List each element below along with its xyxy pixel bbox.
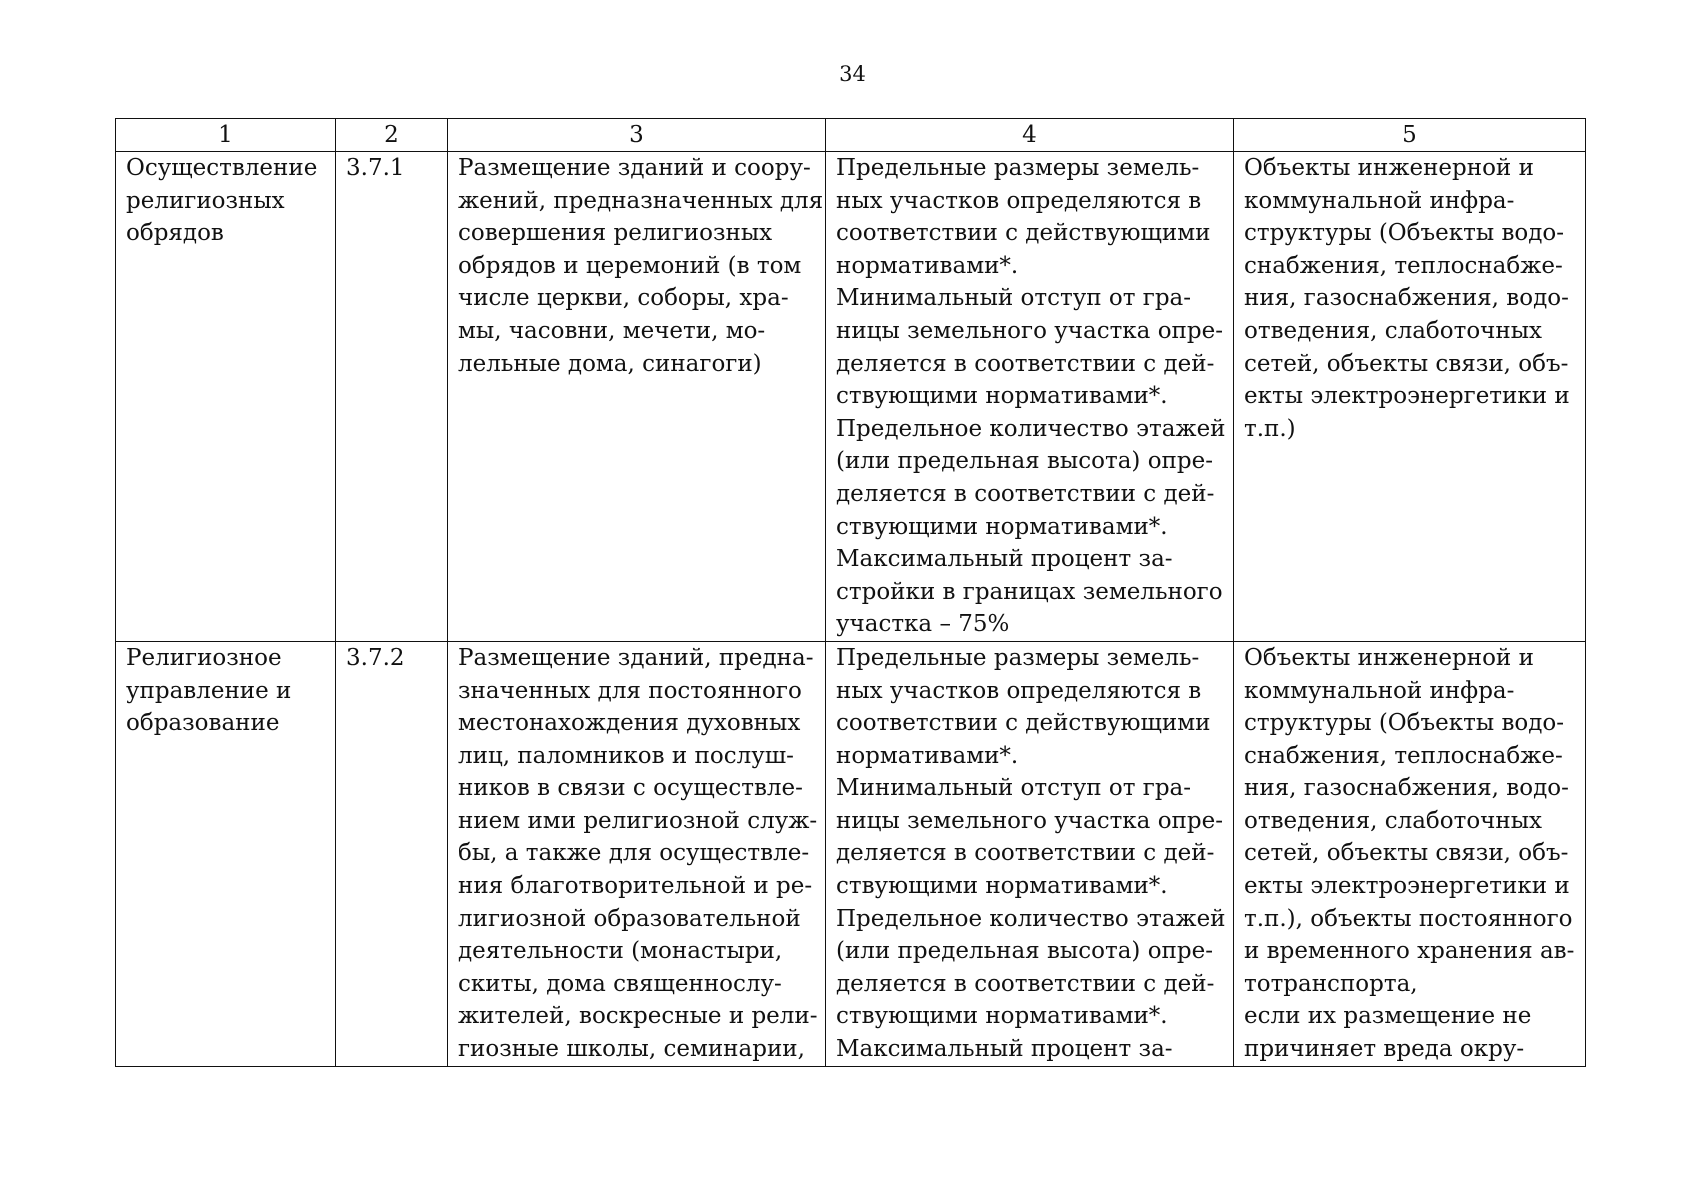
cell-line: Минимальный отступ от гра- [836,285,1192,312]
cell-line: сетей, объекты связи, объ- [1244,840,1569,867]
cell-line: соответствии с действующими [836,220,1211,247]
column-header-2: 2 [336,119,448,152]
cell-line: ствующими нормативами*. [836,383,1168,410]
cell-line: 3.7.2 [346,644,405,671]
cell-line: нием ими религиозной служ- [458,807,818,834]
cell-line: причиняет вреда окру- [1244,1036,1525,1063]
cell-line: Максимальный процент за- [836,546,1173,573]
cell-line: значенных для постоянного [458,677,802,704]
column-header-5: 5 [1234,119,1586,152]
cell-line: отведения, слаботочных [1244,317,1542,344]
cell-line: тотранспорта, [1244,970,1418,997]
cell-line: религиозных [126,187,285,214]
cell-line: нормативами*. [836,742,1019,769]
table-row [116,152,1586,642]
cell-line: обрядов и церемоний (в том [458,252,802,279]
cell-line: и временного хранения ав- [1244,938,1575,965]
cell-line: т.п.), объекты постоянного [1244,905,1573,932]
cell-line: ницы земельного участка опре- [836,807,1223,834]
cell-line: совершения религиозных [458,220,773,247]
cell-line: гиозные школы, семинарии, [458,1036,805,1063]
cell-line: лельные дома, синагоги) [458,350,762,377]
land-use-code-cell [336,152,448,642]
parameters-cell [826,152,1234,642]
cell-line: лигиозной образовательной [458,905,801,932]
cell-line: деятельности (монастыри, [458,938,783,965]
cell-line: екты электроэнергетики и [1244,873,1570,900]
cell-line: лиц, паломников и послуш- [458,742,794,769]
cell-line: стройки в границах земельного [836,578,1223,605]
cell-line: числе церкви, соборы, хра- [458,285,789,312]
cell-line: коммунальной инфра- [1244,187,1515,214]
column-header-1: 1 [116,119,336,152]
page-number: 34 [839,62,866,86]
cell-line: т.п.) [1244,415,1296,442]
cell-line: Предельное количество этажей [836,905,1226,932]
cell-line: местонахождения духовных [458,710,801,737]
cell-line: ницы земельного участка опре- [836,317,1223,344]
cell-line: ния, газоснабжения, водо- [1244,775,1569,802]
land-use-table [115,118,1586,1067]
cell-line: (или предельная высота) опре- [836,938,1213,965]
cell-line: Осуществление [126,155,318,181]
cell-line: Предельные размеры земель- [836,155,1200,181]
cell-line: снабжения, теплоснабже- [1244,742,1563,769]
table-row [116,641,1586,1066]
cell-line: коммунальной инфра- [1244,677,1515,704]
cell-line: Предельное количество этажей [836,415,1226,442]
auxiliary-uses-cell [1234,641,1586,1066]
cell-line: жителей, воскресные и рели- [458,1003,818,1030]
cell-line: Религиозное [126,644,282,671]
description-cell [448,152,826,642]
cell-line: деляется в соответствии с дей- [836,480,1215,507]
auxiliary-uses-cell [1234,152,1586,642]
column-header-3: 3 [448,119,826,152]
cell-line: (или предельная высота) опре- [836,448,1213,475]
land-use-code-cell [336,641,448,1066]
cell-line: Размещение зданий, предна- [458,644,814,671]
cell-line: сетей, объекты связи, объ- [1244,350,1569,377]
cell-line: Объекты инженерной и [1244,155,1534,181]
header-row [116,119,1586,152]
cell-line: бы, а также для осуществле- [458,840,810,867]
cell-line: ния, газоснабжения, водо- [1244,285,1569,312]
cell-line: мы, часовни, мечети, мо- [458,317,766,344]
cell-line: скиты, дома священнослу- [458,970,782,997]
cell-line: ствующими нормативами*. [836,1003,1168,1030]
cell-line: управление и [126,677,292,704]
cell-line: участка – 75% [836,611,1010,638]
cell-line: нормативами*. [836,252,1019,279]
cell-line: ствующими нормативами*. [836,873,1168,900]
cell-line: ников в связи с осуществле- [458,775,803,802]
cell-line: екты электроэнергетики и [1244,383,1570,410]
cell-line: Размещение зданий и соору- [458,155,811,181]
cell-line: ствующими нормативами*. [836,513,1168,540]
cell-line: ных участков определяются в [836,187,1202,214]
cell-line: ных участков определяются в [836,677,1202,704]
cell-line: 3.7.1 [346,155,405,181]
cell-line: деляется в соответствии с дей- [836,840,1215,867]
cell-line: Максимальный процент за- [836,1036,1173,1063]
cell-line: деляется в соответствии с дей- [836,970,1215,997]
column-header-4: 4 [826,119,1234,152]
cell-line: обрядов [126,220,224,247]
cell-line: Предельные размеры земель- [836,644,1200,671]
description-cell [448,641,826,1066]
cell-line: структуры (Объекты водо- [1244,710,1565,737]
cell-line: жений, предназначенных для [458,187,824,214]
cell-line: если их размещение не [1244,1003,1532,1030]
cell-line: соответствии с действующими [836,710,1211,737]
cell-line: Объекты инженерной и [1244,644,1534,671]
cell-line: образование [126,710,280,737]
parameters-cell [826,641,1234,1066]
cell-line: ния благотворительной и ре- [458,873,813,900]
land-use-name-cell [116,641,336,1066]
cell-line: Минимальный отступ от гра- [836,775,1192,802]
cell-line: отведения, слаботочных [1244,807,1542,834]
cell-line: деляется в соответствии с дей- [836,350,1215,377]
cell-line: снабжения, теплоснабже- [1244,252,1563,279]
cell-line: структуры (Объекты водо- [1244,220,1565,247]
land-use-name-cell [116,152,336,642]
